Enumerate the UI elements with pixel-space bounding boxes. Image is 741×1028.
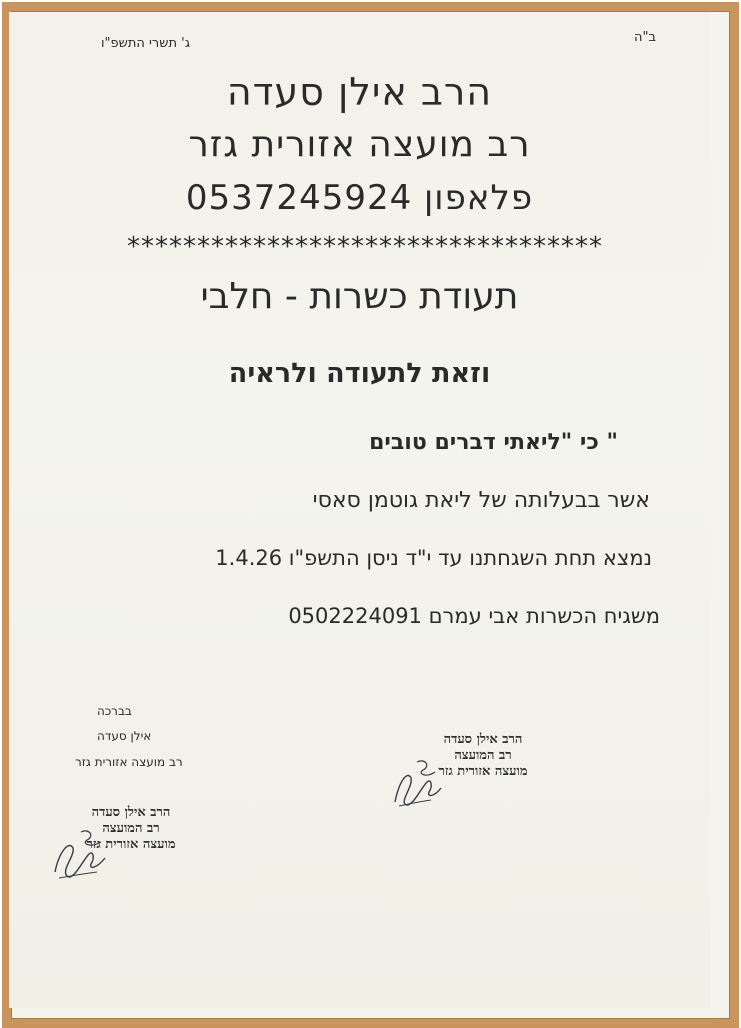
blessing-role: רב מועצה אזורית גזר: [75, 755, 183, 769]
stamp-line: רב המועצה: [102, 821, 160, 836]
rabbi-phone: פלאפון 0537245924: [185, 178, 534, 218]
hebrew-date: ג' תשרי התשפ"ו: [101, 36, 191, 51]
stamp-line: מועצה אזורית גזר: [86, 837, 176, 852]
business-name: " כי "ליאתי דברים טובים: [369, 430, 618, 455]
stamp-line: מועצה אזורית גזר: [438, 764, 528, 779]
signature-right: [387, 752, 457, 812]
blessing-greeting: בברכה: [97, 704, 132, 718]
bh-header: ב"ה: [634, 30, 656, 45]
stamp-line: הרב אילן סעדה: [91, 805, 171, 820]
signature-left: [45, 820, 125, 884]
blessing-name: אילן סעדה: [97, 729, 152, 743]
rabbi-name: הרב אילן סעדה: [226, 70, 493, 114]
kashrut-supervisor: משגיח הכשרות אבי עמרם 0502224091: [288, 604, 660, 628]
stamp-line: רב המועצה: [454, 748, 512, 763]
certificate-subtitle: וזאת לתעודה ולראיה: [228, 358, 491, 389]
business-owner: אשר בבעלותה של ליאת גוטמן סאסי: [312, 488, 650, 513]
certificate-title: תעודת כשרות - חלבי: [200, 276, 519, 317]
stamp-line: הרב אילן סעדה: [443, 732, 523, 747]
rabbi-title: רב מועצה אזורית גזר: [188, 124, 531, 165]
star-separator: **********************************: [127, 232, 603, 262]
supervision-period: נמצא תחת השגחתנו עד י"ד ניסן התשפ"ו 1.4.26: [215, 546, 652, 570]
certificate-paper: [9, 12, 710, 1008]
